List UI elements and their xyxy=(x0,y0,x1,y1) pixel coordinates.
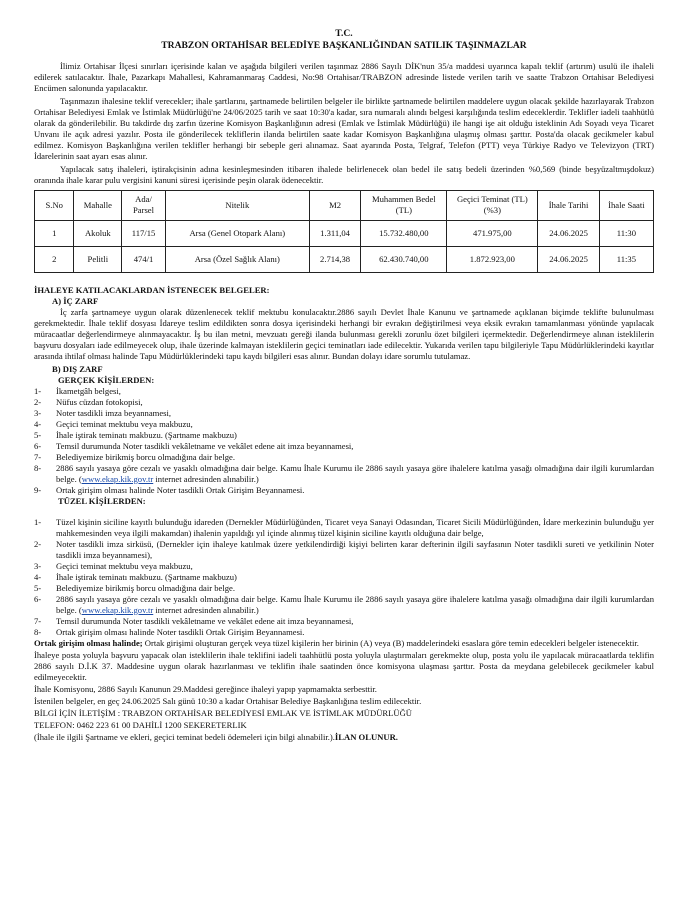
table-cell: 471.975,00 xyxy=(447,220,538,246)
table-cell: 2.714,38 xyxy=(309,246,361,272)
header-tc: T.C. xyxy=(335,28,353,39)
table-header-row xyxy=(35,190,654,220)
list-item-number: 8- xyxy=(34,626,42,637)
list-item-text-body: Belediyemize birikmiş borcu olmadığına dair belge. xyxy=(56,582,235,593)
joint-venture-text: Ortak girişimi oluşturan gerçek veya tüzel kişilerin her birinin (A) veya (B) maddelerindeki esaslara göre temin edecekleri belgeler istenecektir. xyxy=(142,637,639,648)
deadline-text: İstenilen belgeler, en geç 24.06.2025 Salı günü 10:30 a kadar Ortahisar Belediye Başkanlığına teslim edilecektir. xyxy=(34,695,422,706)
col-nitelik: Nitelik xyxy=(165,190,309,220)
list-item-text xyxy=(56,561,654,572)
commission-text: İhale Komisyonu, 2886 Sayılı Kanunun 29.Maddesi gereğince ihaleyi yapıp yapmamakta serbesttir. xyxy=(34,683,377,694)
property-table xyxy=(34,190,654,273)
table-cell: 24.06.2025 xyxy=(538,246,599,272)
table-cell: 11:30 xyxy=(599,220,653,246)
inner-envelope-text: İç zarfa şartnameye uygun olarak düzenlenecek teklif mektubu konulacaktır.2886 sayılı Devlet İhale Kanunu ve şartnamede açıklanan biçimde teklifte bulunulması gerekmektedir. İhale teklif dosyası İdareye teslim edildikten sonra dosya içerisindeki herhangi bir evrakın değiştirilmesi veya eksik evrakın tamamlanması yönünde yapılacak müracaatlar değerlendirmeye alınmayacaktır. İş bu ilan metni, mevzuatı gereği ilanda bulunması gerekli zorunlu özet bilgileri içermektedir. Değerlendirmeye alınan isteklilerin başvuru dosyaları iade edilmeyecek olup, ihale üzerinde kalmayan isteklilerin geçici teminatları iade edilecektir. Yukarıda verilen tapu bilgileriyle Tapu Müdürlüklerindeki kayıtlar arasında ihtilaf olması halinde Tapu Müdürlüklerindeki tapu kaydı bilgileri esas alınır. Bundan dolayı idare sorumlu tutulamaz. xyxy=(34,306,654,361)
intro-paragraph-3: Yapılacak satış ihaleleri, iştirakçisinin adına kesinleşmesinden itibaren ihalede belirlenecek olan bedel ile satış bedeli üzerinden %0,569 (binde beşyüzaltmışdokuz) oranında ihale karar pulu vergisini kanuni süresi içerisinde peşin olarak ödenecektir. xyxy=(34,163,654,185)
list-item-text xyxy=(56,430,654,441)
list-item-text-body: Temsil durumunda Noter tasdikli vekâletname ve vekâlet edene ait imza beyannamesi, xyxy=(56,440,354,451)
table-cell: 11:35 xyxy=(599,246,653,272)
list-item xyxy=(34,517,654,539)
phone-text: TELEFON: 0462 223 61 00 DAHİLİ 1200 SEKERETERLIK xyxy=(34,719,247,730)
list-item xyxy=(34,430,654,441)
list-item xyxy=(34,386,654,397)
joint-venture-label: Ortak girişim olması halinde; xyxy=(34,637,143,648)
list-item xyxy=(34,616,654,627)
contact-text: BİLGİ İÇİN İLETİŞİM : TRABZON ORTAHİSAR BELEDİYESİ EMLAK VE İSTİMLAK MÜDÜRLÜĞÜ xyxy=(34,707,413,718)
list-item-text-body: Geçici teminat mektubu veya makbuzu, xyxy=(56,418,193,429)
list-item-number: 7- xyxy=(34,615,42,626)
table-cell: Arsa (Genel Otopark Alanı) xyxy=(165,220,309,246)
table-cell: 62.430.740,00 xyxy=(361,246,447,272)
list-item-number: 3- xyxy=(34,407,42,418)
list-item-number: 1- xyxy=(34,385,42,396)
list-item xyxy=(34,419,654,430)
list-item-text xyxy=(56,539,654,561)
list-item-text-body: Belediyemize birikmiş borcu olmadığına dair belge. xyxy=(56,451,235,462)
col-ihale-tarihi: İhale Tarihi xyxy=(538,190,599,220)
table-row xyxy=(35,246,654,272)
list-item-text-body: Nüfus cüzdan fotokopisi, xyxy=(56,396,143,407)
list-item xyxy=(34,441,654,452)
list-item-text xyxy=(56,485,654,496)
col-sno: S.No xyxy=(35,190,74,220)
list-item xyxy=(34,408,654,419)
list-item-text-body: 2886 sayılı yasaya göre cezalı ve yasaklı olmadığına dair belge. Kamu İhale Kurumu ile 2886 sayılı yasaya göre ihalelere katılma yasağı olmadığına dair ilgili kurumlardan belge. ( xyxy=(56,593,654,615)
ekap-link[interactable]: www.ekap.kik.gov.tr xyxy=(81,604,154,615)
legal-entities-list xyxy=(34,517,654,638)
col-ada-parsel: Ada/ Parsel xyxy=(122,190,166,220)
list-item-text xyxy=(56,386,654,397)
list-item-text xyxy=(56,463,654,485)
list-item-number: 6- xyxy=(34,440,42,451)
list-item xyxy=(34,463,654,485)
table-row xyxy=(35,220,654,246)
list-item-text-body: Ortak girişim olması halinde Noter tasdikli Ortak Girişim Beyannamesi. xyxy=(56,484,305,495)
list-item xyxy=(34,452,654,463)
outer-envelope-label: B) DIŞ ZARF xyxy=(52,363,103,374)
list-item-number: 2- xyxy=(34,396,42,407)
table-cell: 117/15 xyxy=(122,220,166,246)
table-cell: Arsa (Özel Sağlık Alanı) xyxy=(165,246,309,272)
documents-title: İHALEYE KATILACAKLARDAN İSTENECEK BELGELER: xyxy=(34,284,270,295)
table-cell: 24.06.2025 xyxy=(538,220,599,246)
footer-section xyxy=(34,638,654,743)
col-m2: M2 xyxy=(309,190,361,220)
list-item-number: 6- xyxy=(34,593,42,604)
list-item-text xyxy=(56,408,654,419)
list-item xyxy=(34,594,654,616)
intro-paragraph-1: İlimiz Ortahisar İlçesi sınırları içerisinde kalan ve aşağıda bilgileri verilen taşınmaz 2886 Sayılı DİK'nun 35/a maddesi uyarınca kapalı teklif (artırım) usulü ile ihaleli edilerek satılacaktır. İhale, Pazarkapı Mahallesi, Kahramanmaraş Caddesi, No:98 Ortahisar/TRABZON adresinde listede verilen tarih ve saatte Trabzon Ortahisar Belediyesi Encümen salonunda yapılacaktır. xyxy=(34,60,654,93)
list-item-number: 7- xyxy=(34,451,42,462)
list-item-text-body: Temsil durumunda Noter tasdikli vekâletname ve vekâlet edene ait imza beyannamesi, xyxy=(56,615,354,626)
col-gecici-teminat: Geçici Teminat (TL) (%3) xyxy=(447,190,538,220)
list-item-text-body: Tüzel kişinin siciline kayıtlı bulunduğu idareden (Dernekler Müdürlüğünden, Ticaret veya Sanayi Odasından, Ticaret Sicili Müdürlüğünden, İdare merkezinin bulunduğu yer mahkemesinden veya ilgili makamdan) ihalenin yapıldığı yıl içinde alınmış tüzel kişinin siciline kayıtlı olduğuna dair belge, xyxy=(56,516,654,538)
list-item-number: 9- xyxy=(34,484,42,495)
list-item-text-suffix: internet adresinden alınabilir.) xyxy=(153,604,259,615)
list-item-text xyxy=(56,616,654,627)
list-item-text-body: İhale iştirak teminatı makbuzu. (Şartname makbuzu) xyxy=(56,571,237,582)
list-item xyxy=(34,627,654,638)
list-item-text xyxy=(56,397,654,408)
list-item-number: 5- xyxy=(34,429,42,440)
notice-page xyxy=(34,6,654,744)
list-item-number: 8- xyxy=(34,462,42,473)
list-item-text-body: İhale iştirak teminatı makbuzu. (Şartname makbuzu) xyxy=(56,429,237,440)
list-item-number: 5- xyxy=(34,582,42,593)
list-item-text-suffix: internet adresinden alınabilir.) xyxy=(153,473,259,484)
table-cell: 1.311,04 xyxy=(309,220,361,246)
table-cell: 2 xyxy=(35,246,74,272)
closing-text: (İhale ile ilgili Şartname ve ekleri, geçici teminat bedeli ödemeleri için bilgi alınabilir.). xyxy=(34,731,335,742)
col-ihale-saati: İhale Saati xyxy=(599,190,653,220)
table-cell: Akoluk xyxy=(74,220,122,246)
list-item-number: 2- xyxy=(34,538,42,549)
list-item-text xyxy=(56,452,654,463)
list-item xyxy=(34,539,654,561)
list-item-number: 1- xyxy=(34,516,42,527)
list-item-number: 4- xyxy=(34,418,42,429)
list-item-number: 3- xyxy=(34,560,42,571)
list-item-text-body: Noter tasdikli imza beyannamesi, xyxy=(56,407,172,418)
real-persons-title: GERÇEK KİŞİLERDEN: xyxy=(58,374,155,385)
list-item-text xyxy=(56,572,654,583)
list-item xyxy=(34,561,654,572)
col-muhammen-bedel: Muhammen Bedel (TL) xyxy=(361,190,447,220)
ekap-link[interactable]: www.ekap.kik.gov.tr xyxy=(81,473,154,484)
col-mahalle: Mahalle xyxy=(74,190,122,220)
announcement-signoff: İLAN OLUNUR. xyxy=(334,731,398,742)
page-title: TRABZON ORTAHİSAR BELEDİYE BAŞKANLIĞINDAN SATILIK TAŞINMAZLAR xyxy=(161,40,527,52)
list-item-text xyxy=(56,627,654,638)
table-cell: 1 xyxy=(35,220,74,246)
table-cell: 474/1 xyxy=(122,246,166,272)
real-persons-list xyxy=(34,386,654,496)
table-cell: 15.732.480,00 xyxy=(361,220,447,246)
list-item xyxy=(34,485,654,496)
table-cell: Pelitli xyxy=(74,246,122,272)
list-item xyxy=(34,583,654,594)
list-item-number: 4- xyxy=(34,571,42,582)
list-item-text-body: İkametgâh belgesi, xyxy=(56,385,121,396)
inner-envelope-label: A) İÇ ZARF xyxy=(52,295,99,306)
list-item xyxy=(34,397,654,408)
postal-application-text: İhaleye posta yoluyla başvuru yapacak olan isteklilerin ihale teklifini iadeli taahhütlü posta yoluyla ulaştırmaları gerekmekte olup, posta yolu ile yapılacak müracaatlarda teklifin 2886 sayılı D.İ.K 37. Maddesine uygun olarak hazırlanması ve teklifin ihale saatinden önce komisyona ulaşması şarttır. Posta da meydana gelebilecek gecikmeler kabul edilmeyecektir. xyxy=(34,649,654,682)
list-item-text xyxy=(56,441,654,452)
list-item-text xyxy=(56,419,654,430)
list-item-text-body: 2886 sayılı yasaya göre cezalı ve yasaklı olmadığına dair belge. Kamu İhale Kurumu ile 2886 sayılı yasaya göre ihalelere katılma yasağı olmadığına dair ilgili kurumlardan belge. ( xyxy=(56,462,654,484)
list-item-text xyxy=(56,583,654,594)
list-item-text xyxy=(56,517,654,539)
legal-entities-title: TÜZEL KİŞİLERDEN: xyxy=(58,495,146,506)
list-item-text-body: Noter tasdikli imza sirküsü, (Dernekler için ihaleye katılmak üzere yetkilendirdiği kişiyi belirten karar defterinin ilgili sayfasının Noter tasdikli sureti ve yetkilinin Noter tasdikli imza beyannamesi), xyxy=(56,538,654,560)
table-cell: 1.872.923,00 xyxy=(447,246,538,272)
list-item-text-body: Ortak girişim olması halinde Noter tasdikli Ortak Girişim Beyannamesi. xyxy=(56,626,305,637)
list-item-text-body: Geçici teminat mektubu veya makbuzu, xyxy=(56,560,193,571)
list-item-text xyxy=(56,594,654,616)
intro-paragraph-2: Taşınmazın ihalesine teklif verecekler; ihale şartlarını, şartnamede belirtilen belgeler ile birlikte şartnamede belirtilen maddelere uygun olacak şekilde hazırlayarak Trabzon Ortahisar Belediyesi Emlak ve İstimlak Müdürlüğü'ne 24/06/2025 tarih ve saat 10:30'a kadar, sıra numaralı alındı belgesi karşılığında teslim edeceklerdir. Teklifler iadeli taahhütlü olarak da gönderilebilir. Bu takdirde dış zarfın üzerine Komisyon Başkanlığının adresi (Emlak ve İstimlak Müdürlüğü) ile hangi işe ait olduğu isteklinin Adı Soyadı veya Ticaret Unvanı ile açık adresi yazılır. Posta ile gönderilecek tekliflerin ilanda belirtilen saate kadar Komisyon Başkanlığına ulaşmış olması şarttır. Posta'da olacak gecikmeler kabul edilmez. Komisyon Başkanlığına verilen teklifler herhangi bir sebeple geri alınamaz. Saat ayarında Posta, Telgraf, Telefon (PTT) veya Türkiye Radyo ve Televizyon (TRT) İdarelerinin saat ayarı esas alınır. xyxy=(34,95,654,161)
list-item xyxy=(34,572,654,583)
